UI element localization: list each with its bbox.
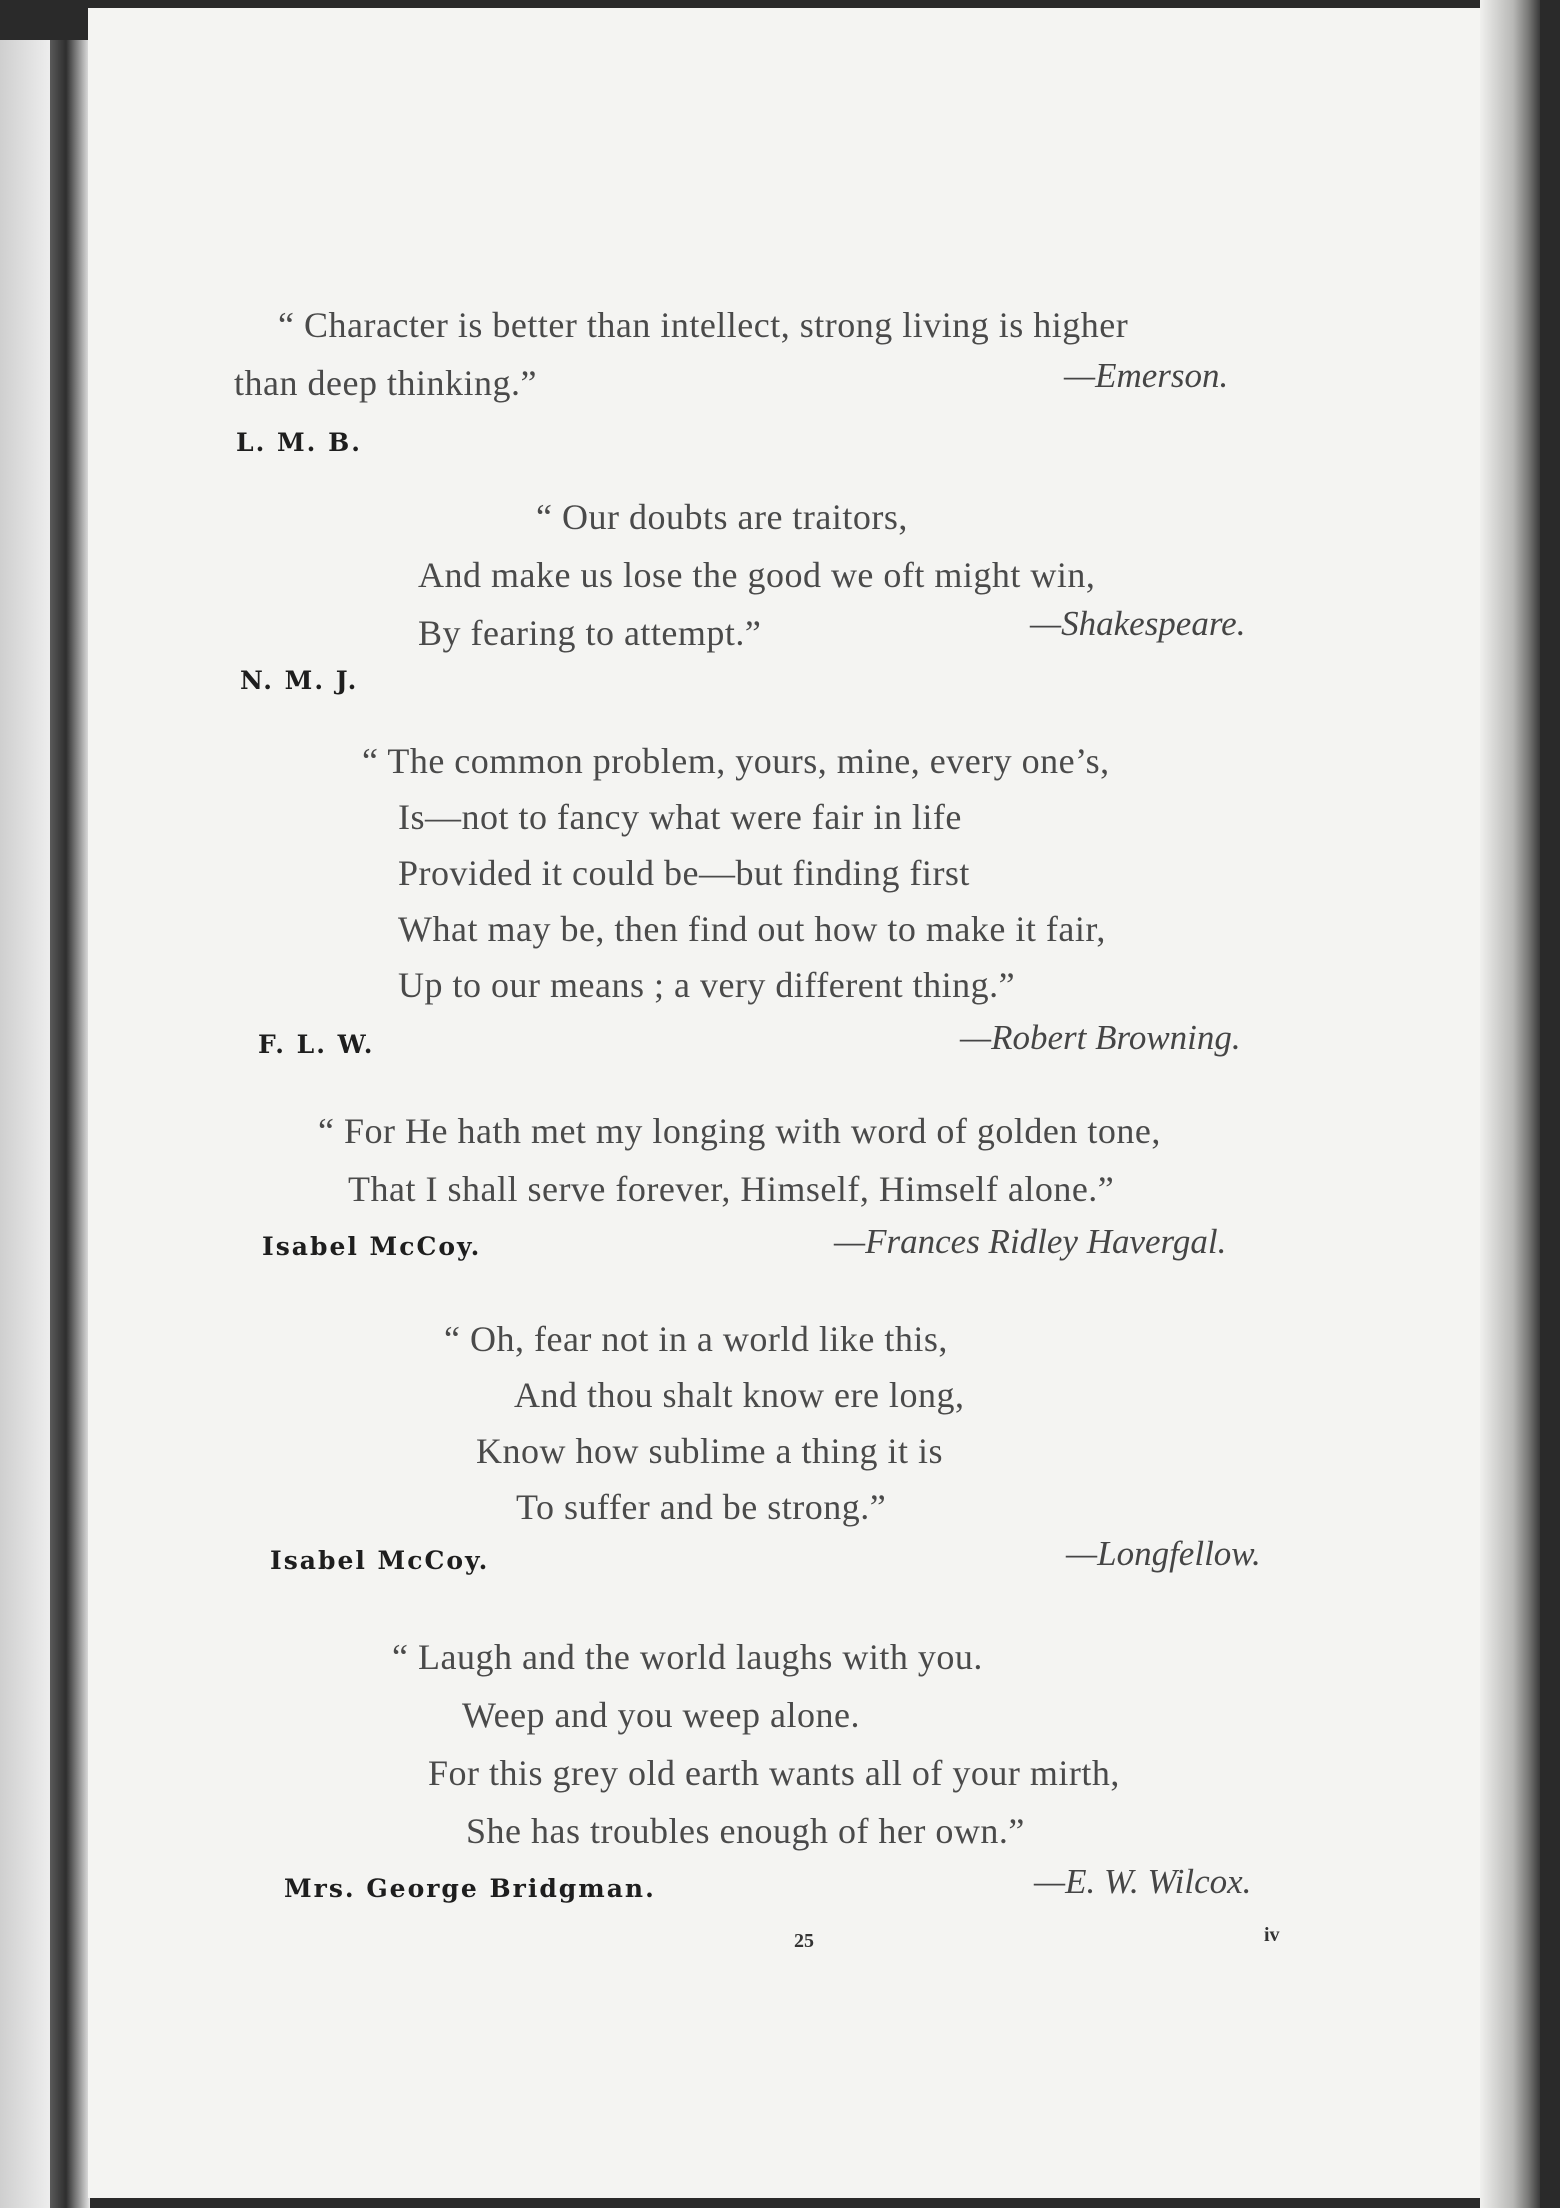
- page-number: 25: [794, 1930, 814, 1952]
- quote-line: And thou shalt know ere long,: [514, 1375, 965, 1415]
- quote-line: For this grey old earth wants all of your mirth,: [428, 1753, 1120, 1793]
- quote-line: And make us lose the good we oft might win,: [418, 555, 1096, 595]
- quote-line: “ Character is better than intellect, strong living is higher: [278, 305, 1129, 345]
- quote-line: What may be, then find out how to make it fair,: [398, 909, 1106, 949]
- quote-author: —Emerson.: [1064, 356, 1229, 395]
- contributor-name: L. M. B.: [236, 428, 362, 457]
- quote-line: Up to our means ; a very different thing.”: [398, 965, 1016, 1005]
- contributor-name: F. L. W.: [258, 1030, 375, 1059]
- contributor-name: Mrs. George Bridgman.: [284, 1874, 656, 1903]
- quote-line: She has troubles enough of her own.”: [466, 1811, 1025, 1851]
- quote-line: Provided it could be—but finding first: [398, 853, 970, 893]
- quote-line: Is—not to fancy what were fair in life: [398, 797, 962, 837]
- quote-line: than deep thinking.”: [234, 363, 537, 403]
- quote-line: To suffer and be strong.”: [516, 1487, 887, 1527]
- contributor-name: Isabel McCoy.: [262, 1232, 482, 1261]
- contributor-name: Isabel McCoy.: [270, 1546, 490, 1575]
- quote-author: —E. W. Wilcox.: [1034, 1862, 1252, 1901]
- quote-author: —Shakespeare.: [1030, 604, 1246, 643]
- signature-mark: iv: [1264, 1924, 1280, 1946]
- quote-line: “ Oh, fear not in a world like this,: [444, 1319, 948, 1359]
- quote-line: “ Our doubts are traitors,: [536, 497, 908, 537]
- quote-line: “ The common problem, yours, mine, every one’s,: [362, 741, 1110, 781]
- contributor-name: N. M. J.: [240, 666, 359, 695]
- quote-line: Weep and you weep alone.: [462, 1695, 860, 1735]
- quote-line: “ Laugh and the world laughs with you.: [392, 1637, 983, 1677]
- quote-line: That I shall serve forever, Himself, Himself alone.”: [348, 1169, 1115, 1209]
- quote-author: —Robert Browning.: [960, 1018, 1241, 1057]
- quote-line: Know how sublime a thing it is: [476, 1431, 943, 1471]
- quote-line: By fearing to attempt.”: [418, 613, 762, 653]
- quote-line: “ For He hath met my longing with word of golden tone,: [318, 1111, 1161, 1151]
- quote-author: —Frances Ridley Havergal.: [834, 1222, 1227, 1261]
- quote-author: —Longfellow.: [1066, 1534, 1261, 1573]
